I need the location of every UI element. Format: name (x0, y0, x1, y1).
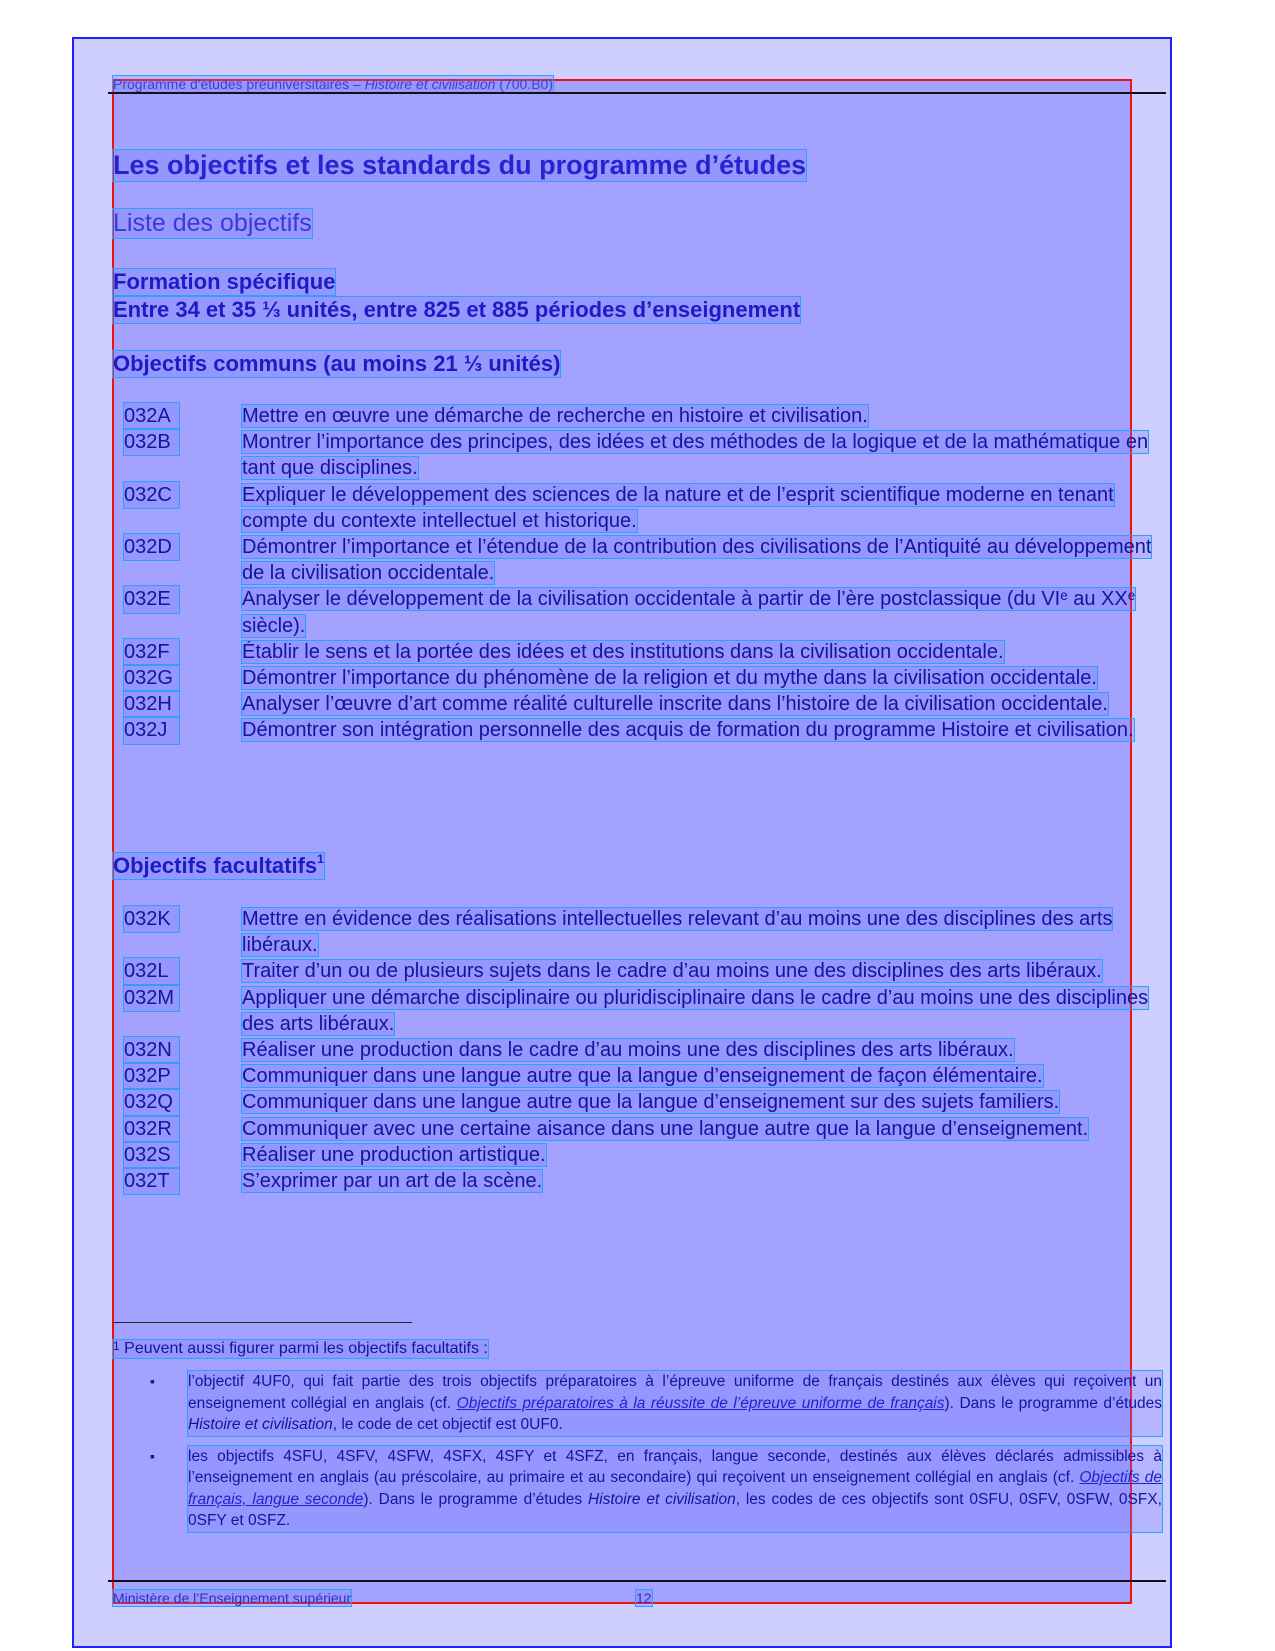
objective-code: 032Q (124, 1089, 179, 1115)
objective-code: 032R (124, 1116, 179, 1142)
objective-text: Traiter d’un ou de plusieurs sujets dans le cadre d’au moins une des disciplines des arts libéraux. (242, 960, 1102, 983)
square-bullet-icon: ▪ (150, 1447, 155, 1464)
footer-ministry: Ministère de l’Enseignement supérieur (113, 1590, 352, 1606)
footnote-link-epreuve-uniforme[interactable]: Objectifs préparatoires à la réussite de l’épreuve uniforme de français (456, 1394, 945, 1412)
list-item (124, 985, 1154, 1037)
footnote-text-part: ). Dans le programme d’études (944, 1394, 1162, 1412)
header-code: (700.B0) (495, 76, 553, 92)
objective-text: Montrer l’importance des principes, des idées et des méthodes de la logique et de la mathématique en tant que disciplines. (242, 431, 1149, 480)
objective-text: S’exprimer par un art de la scène. (242, 1170, 543, 1193)
footnote-intro (113, 1340, 488, 1358)
footnote-item (150, 1446, 1162, 1532)
objective-code: 032D (124, 534, 179, 560)
list-item (124, 1037, 1154, 1063)
footnote-text (188, 1371, 1162, 1436)
list-item (124, 586, 1154, 638)
footnote-list (150, 1371, 1162, 1542)
objective-text: Mettre en évidence des réalisations intellectuelles relevant d’au moins une des disciplines des arts libéraux. (242, 908, 1113, 957)
list-item (124, 665, 1154, 691)
objective-text: Démontrer son intégration personnelle des acquis de formation du programme Histoire et civilisation. (242, 719, 1134, 742)
objective-code: 032K (124, 906, 179, 932)
objective-code: 032C (124, 482, 179, 508)
footnote-text-part: ). Dans le programme d’études (363, 1490, 588, 1508)
objective-code: 032J (124, 717, 179, 743)
objective-text: Communiquer avec une certaine aisance dans une langue autre que la langue d’enseignement. (242, 1117, 1089, 1140)
objective-text: Mettre en œuvre une démarche de recherche en histoire et civilisation. (242, 405, 868, 427)
objective-code: 032N (124, 1037, 179, 1063)
program-name: Histoire et civilisation (188, 1416, 333, 1433)
list-item (124, 906, 1154, 958)
list-item (124, 639, 1154, 665)
list-item (124, 429, 1154, 481)
header-rule (108, 92, 1166, 94)
list-item (124, 534, 1154, 586)
objective-text: Réaliser une production dans le cadre d’au moins une des disciplines des arts libéraux. (242, 1039, 1014, 1062)
objective-code: 032B (124, 429, 179, 455)
page-number: 12 (636, 1590, 652, 1606)
objective-code: 032M (124, 985, 179, 1011)
common-objectives-list (124, 403, 1154, 744)
list-item (124, 1168, 1154, 1194)
objective-code: 032S (124, 1142, 179, 1168)
objective-code: 032E (124, 586, 179, 612)
objective-code: 032G (124, 665, 179, 691)
footnote-link-francais-langue-seconde[interactable]: Objectifs de français, langue seconde (188, 1469, 1162, 1508)
optional-objectives-heading (113, 853, 324, 879)
footnote-text (188, 1446, 1162, 1532)
optional-objectives-list (124, 906, 1154, 1194)
objective-text: Appliquer une démarche disciplinaire ou pluridisciplinaire dans le cadre d’au moins une des disciplines des arts libéraux. (242, 986, 1149, 1035)
objective-text: Communiquer dans une langue autre que la langue d’enseignement de façon élémentaire. (242, 1065, 1043, 1088)
objective-code: 032P (124, 1063, 179, 1089)
objective-code: 032H (124, 691, 179, 717)
objective-code: 032T (124, 1168, 179, 1194)
objective-text: Expliquer le développement des sciences de la nature et de l’esprit scientifique moderne en tenant compte du contexte intellectuel et historique. (242, 483, 1114, 532)
footnote-reference[interactable]: 1 (317, 852, 324, 866)
list-item (124, 1063, 1154, 1089)
list-item (124, 1089, 1154, 1115)
footnote-text-part: , les codes de ces objectifs sont 0SFU, 0SFV, 0SFW, 0SFX, 0SFY et 0SFZ. (188, 1490, 1162, 1529)
list-item (124, 403, 1154, 429)
optional-heading-text: Objectifs facultatifs (113, 853, 318, 878)
footnote-mark: 1 (113, 1339, 120, 1353)
objective-text: Démontrer l’importance du phénomène de la religion et du mythe dans la civilisation occidentale. (242, 667, 1097, 690)
running-header (113, 76, 553, 92)
footnote-item (150, 1371, 1162, 1436)
objective-text: Analyser l’œuvre d’art comme réalité culturelle inscrite dans l’histoire de la civilisation occidentale. (242, 693, 1108, 716)
objective-code: 032A (124, 403, 179, 429)
square-bullet-icon: ▪ (150, 1373, 155, 1389)
footer-rule (108, 1580, 1166, 1582)
objective-text: Établir le sens et la portée des idées et des institutions dans la civilisation occidentale. (242, 640, 1004, 663)
list-item (124, 482, 1154, 534)
list-item (124, 717, 1154, 743)
common-objectives-heading: Objectifs communs (au moins 21 ⅓ unités) (113, 351, 561, 376)
page-title: Les objectifs et les standards du programme d’études (113, 150, 807, 180)
footnote-text-part: , le code de cet objectif est 0UF0. (332, 1416, 563, 1433)
objective-text: Analyser le développement de la civilisation occidentale à partir de l’ère postclassique (du VIᵉ au XXᵉ siècle). (242, 588, 1136, 637)
objective-text: Réaliser une production artistique. (242, 1143, 546, 1166)
formation-units: Entre 34 et 35 ⅓ unités, entre 825 et 885 périodes d’enseignement (113, 297, 801, 322)
section-title: Liste des objectifs (113, 209, 312, 237)
footnote-separator (112, 1322, 412, 1323)
footnote-intro-text: Peuvent aussi figurer parmi les objectifs facultatifs : (124, 1340, 488, 1357)
objective-code: 032L (124, 958, 179, 984)
formation-heading: Formation spécifique (113, 269, 336, 294)
program-name: Histoire et civilisation (587, 1490, 736, 1508)
header-prefix: Programme d'études préuniversitaires – (113, 76, 365, 92)
objective-text: Communiquer dans une langue autre que la langue d’enseignement sur des sujets familiers. (242, 1091, 1060, 1114)
footnote-text-part: l’objectif 4UF0, qui fait partie des trois objectifs préparatoires à l’épreuve uniforme de français destinés aux élèves qui reçoivent un enseignement collégial en anglais (cf. (188, 1373, 1162, 1412)
header-program: Histoire et civilisation (364, 76, 496, 92)
list-item (124, 1116, 1154, 1142)
list-item (124, 691, 1154, 717)
list-item (124, 1142, 1154, 1168)
list-item (124, 958, 1154, 984)
objective-text: Démontrer l’importance et l’étendue de la contribution des civilisations de l’Antiquité au développement de la civilisation occidentale. (242, 536, 1152, 585)
footnote-text-part: les objectifs 4SFU, 4SFV, 4SFW, 4SFX, 4SFY et 4SFZ, en français, langue seconde, destinés aux élèves déclarés admissibles à l’enseignement en anglais (au préscolaire, au primaire et au secondaire) qui reçoivent un enseignement collégial en anglais (cf. (188, 1447, 1162, 1486)
objective-code: 032F (124, 639, 179, 665)
